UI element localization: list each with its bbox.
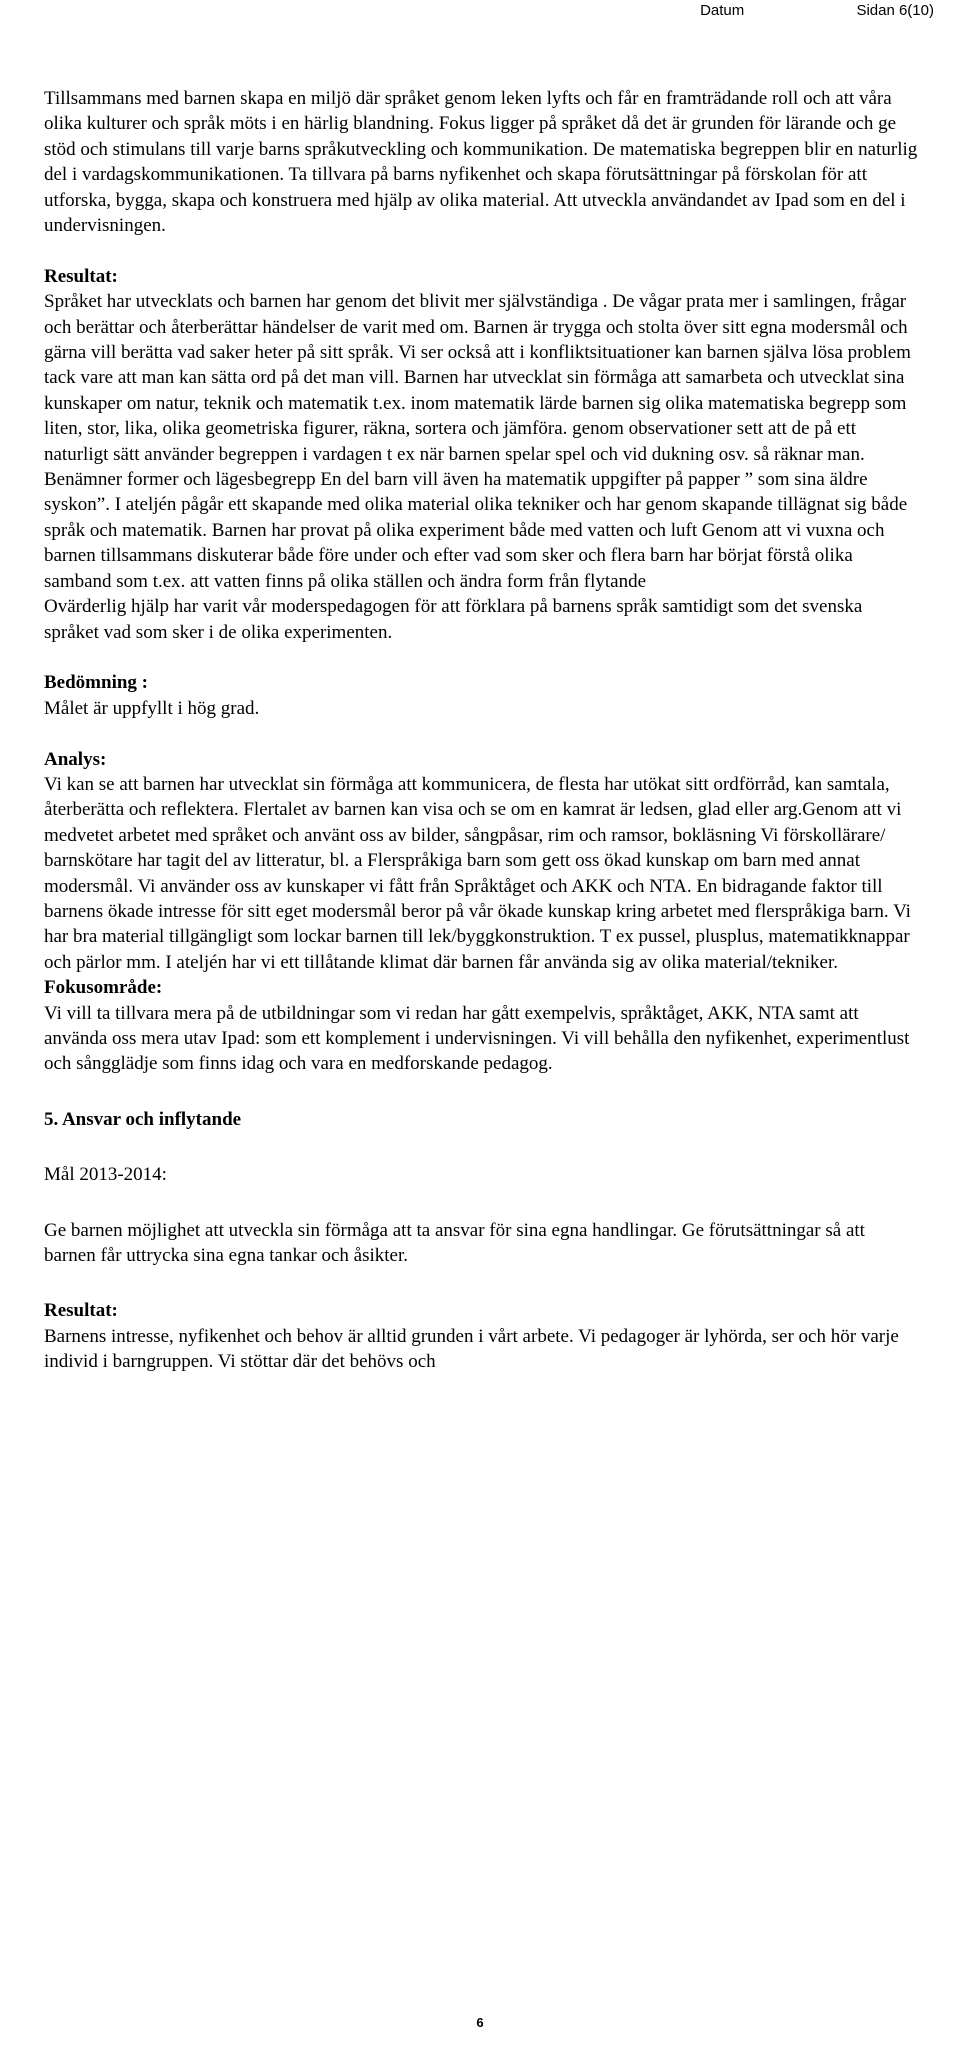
- spacer: [44, 238, 920, 263]
- resultat-paragraph: Språket har utvecklats och barnen har genom det blivit mer självständiga . De vågar prata mer i samlingen, frågar och berättar och återberättar händelser de varit med om. Barnen är trygga och stolta över sitt egna modersmål och gärna vill berätta vad saker heter på sitt språk. Vi ser också att i konfliktsituationer kan barnen själva lösa problem tack vare att man kan sätta ord på det man vill. Barnen har utvecklat sin förmåga att samarbeta och utvecklat sina kunskaper om natur, teknik och matematik t.ex. inom matematik lärde barnen sig olika matematiska begrepp som liten, stor, lika, olika geometriska figurer, räkna, sortera och jämföra. genom observationer sett att de på ett naturligt sätt använder begreppen i vardagen t ex när barnen spelar spel och vid dukning osv. så räknar man. Benämner former och lägesbegrepp En del barn vill även ha matematik uppgifter på papper ” som sina äldre syskon”. I ateljén pågår ett skapande med olika material olika tekniker och har genom skapande tillägnat sig både språk och matematik. Barnen har provat på olika experiment både med vatten och luft Genom att vi vuxna och barnen tillsammans diskuterar både före under och efter vad som sker och flera barn har börjat förstå olika samband som t.ex. att vatten finns på olika ställen och ändra form från flytande: [44, 291, 911, 592]
- fokusomrade-heading: Fokusområde:: [44, 977, 163, 999]
- spacer: [44, 1132, 920, 1162]
- bedomning-heading: Bedömning :: [44, 672, 148, 694]
- section-5-resultat-paragraph: Barnens intresse, nyfikenhet och behov är alltid grunden i vårt arbete. Vi pedagoger är lyhörda, ser och hör varje individ i barngruppen. Vi stöttar där det behövs och: [44, 1325, 899, 1373]
- section-5-goal-paragraph: Ge barnen möjlighet att utveckla sin förmåga att ta ansvar för sina egna handlingar. Ge förutsättningar så att barnen får uttrycka sina egna tankar och åsikter.: [44, 1219, 865, 1267]
- spacer: [44, 645, 920, 670]
- section-5-heading: 5. Ansvar och inflytande: [44, 1108, 242, 1130]
- resultat-heading: Resultat:: [44, 265, 118, 287]
- analys-heading: Analys:: [44, 748, 107, 770]
- header-date-label: Datum: [700, 2, 745, 19]
- resultat-paragraph-2: Ovärderlig hjälp har varit vår moderspedagogen för att förklara på barnens språk samtidigt som det svenska språket vad som sker i de olika experimenten.: [44, 596, 863, 643]
- spacer: [44, 1077, 920, 1107]
- spacer: [44, 1188, 920, 1218]
- header-page-label: Sidan 6(10): [856, 2, 934, 19]
- page-number: 6: [476, 2015, 484, 2030]
- intro-paragraph: Tillsammans med barnen skapa en miljö där språket genom leken lyfts och får en framträdande roll och att våra olika kulturer och språk möts i en härlig blandning. Fokus ligger på språket då det är grunden för lärande och ge stöd och stimulans till varje barns språkutveckling och kommunikation. De matematiska begreppen blir en naturlig del i vardagskommunikationen. Ta tillvara på barns nyfikenhet och skapa förutsättningar på förskolan för att utforska, bygga, skapa och konstruera med hjälp av olika material. Att utveckla användandet av Ipad som en del i undervisningen.: [44, 88, 918, 237]
- fokusomrade-paragraph: Vi vill ta tillvara mera på de utbildningar som vi redan har gått exempelvis, språktåget, AKK, NTA samt att använda oss mera utav Ipad: som ett komplement i undervisningen. Vi vill behålla den nyfikenhet, experimentlust och sångglädje som finns idag och vara en medforskande pedagog.: [44, 1002, 910, 1075]
- section-5-resultat-heading: Resultat:: [44, 1300, 118, 1322]
- bedomning-paragraph: Målet är uppfyllt i hög grad.: [44, 697, 260, 719]
- page-header: [700, 0, 934, 22]
- document-body: [44, 86, 920, 1375]
- spacer: [44, 1268, 920, 1298]
- spacer: [44, 721, 920, 746]
- analys-paragraph: Vi kan se att barnen har utvecklat sin förmåga att kommunicera, de flesta har utökat sitt ordförråd, kan samtala, återberätta och reflektera. Flertalet av barnen kan visa och se om en kamrat är ledsen, glad eller arg.Genom att vi medvetet arbetet med språket och använt oss av bilder, sångpåsar, rim och ramsor, bokläsning Vi förskollärare/ barnskötare har tagit del av litteratur, bl. a Flerspråkiga barn som gett oss ökad kunskap om barn med annat modersmål. Vi använder oss av kunskaper vi fått från Språktåget och AKK och NTA. En bidragande faktor till barnens ökade intresse för sitt eget modersmål beror på vår ökade kunskap kring arbetet med flerspråkiga barn. Vi har bra material tillgängligt som lockar barnen till lek/byggkonstruktion. T ex pussel, plusplus, matematikknappar och pärlor mm. I ateljén har vi ett tillåtande klimat där barnen får använda sig av olika material/tekniker.: [44, 773, 911, 973]
- section-5-goal-label: Mål 2013-2014:: [44, 1164, 167, 1186]
